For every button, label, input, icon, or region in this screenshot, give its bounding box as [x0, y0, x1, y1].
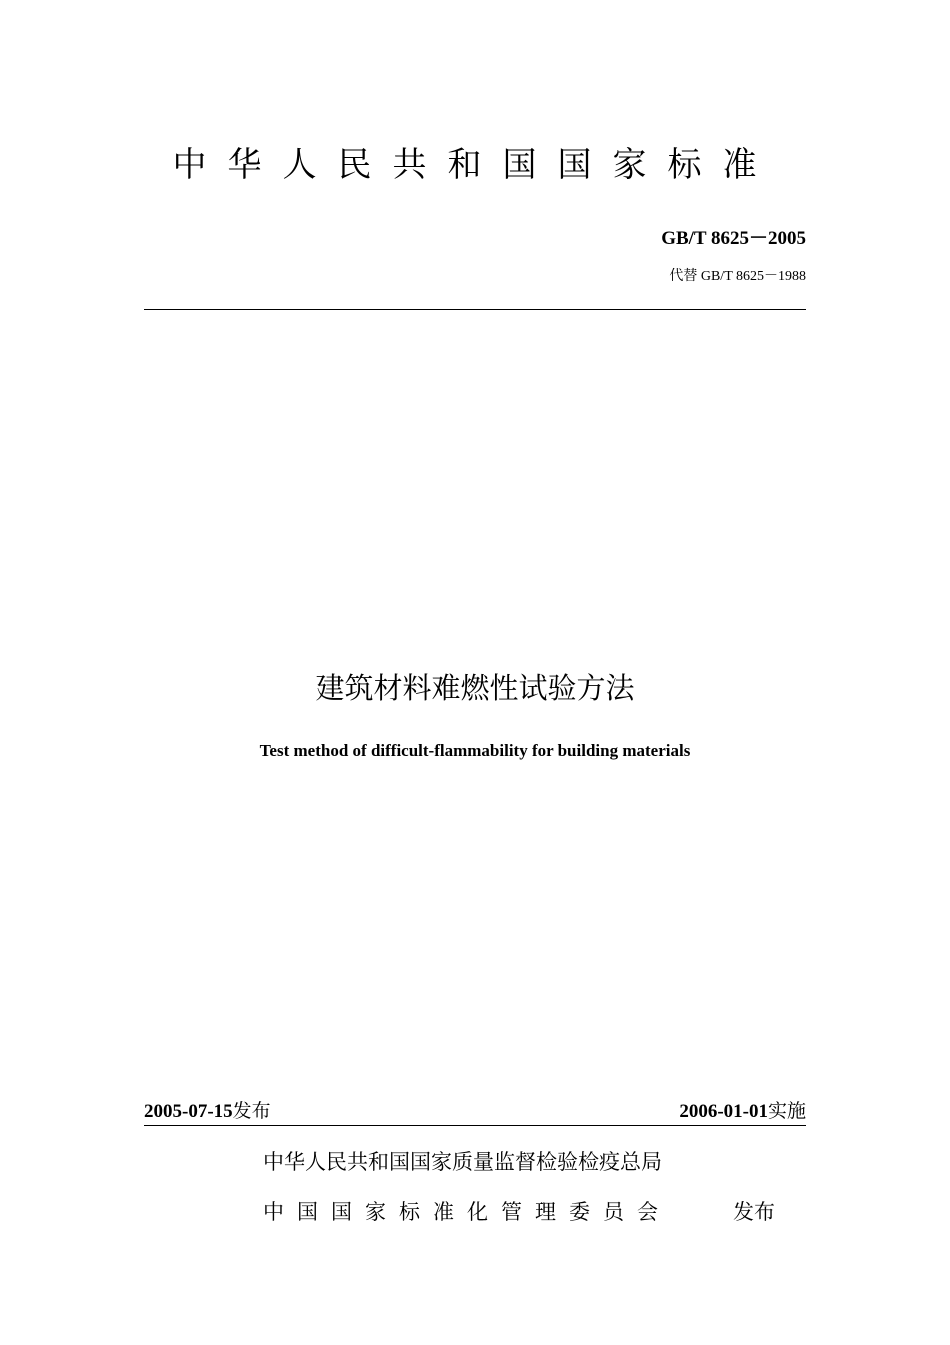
- issue-date-block: [144, 1097, 271, 1126]
- national-standard-title: 中华人民共和国国家标准: [172, 145, 778, 185]
- replaces-standard: 代替 GB/T 8625－1988: [669, 269, 806, 284]
- implementation-date-block: [679, 1097, 806, 1126]
- document-title-english: Test method of difficult-flammability for building materials: [259, 741, 691, 760]
- issue-date: 2005-07-15: [144, 1101, 233, 1122]
- standard-number: GB/T 8625－2005: [661, 228, 806, 249]
- dates-row: [144, 1097, 806, 1126]
- implementation-label: 实施: [767, 1100, 806, 1122]
- document-title-chinese: 建筑材料难燃性试验方法: [315, 671, 635, 705]
- issue-label: 发布: [232, 1100, 271, 1122]
- issuer-sac: 中国国家标准化管理委员会: [263, 1200, 671, 1224]
- publish-label: 发布: [733, 1200, 775, 1224]
- issuer-aqsiq: 中华人民共和国国家质量监督检验检疫总局: [263, 1150, 662, 1174]
- implementation-date: 2006-01-01: [679, 1101, 768, 1122]
- header-divider: [144, 309, 806, 310]
